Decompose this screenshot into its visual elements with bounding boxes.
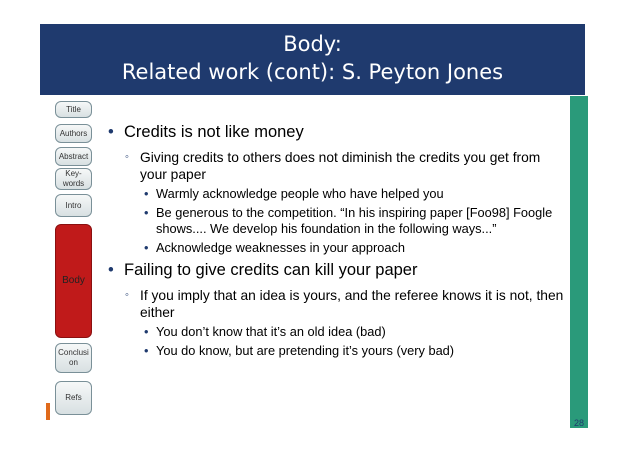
- accent-mark: [46, 403, 50, 420]
- nav-body-label: Body: [62, 275, 85, 286]
- nav-conclusion-label-2: on: [69, 358, 78, 367]
- nav-conclusion-label-1: Conclusi: [58, 348, 89, 357]
- nav-abstract[interactable]: [55, 147, 92, 166]
- nav-refs-label: Refs: [65, 393, 82, 402]
- nav-body[interactable]: [55, 224, 92, 338]
- item-old-idea: • You don’t know that it’s an old idea (bad): [142, 324, 566, 340]
- nav-intro[interactable]: [55, 194, 92, 217]
- accent-strip: [570, 96, 588, 428]
- nav-title[interactable]: [55, 101, 92, 118]
- nav-conclusion[interactable]: [55, 343, 92, 373]
- sub-bullet-imply-idea: ◦ If you imply that an idea is yours, and the referee knows it is not, then either: [122, 287, 566, 321]
- item-generous-competition: • Be generous to the competition. “In his inspiring paper [Foo98] Foogle shows.... We develop his foundation in the following ways...”: [142, 205, 566, 237]
- title-line-1: Body:: [283, 32, 342, 56]
- bullet-credits-not-money: • Credits is not like money: [106, 122, 566, 143]
- nav-abstract-label: Abstract: [58, 151, 89, 161]
- nav-authors[interactable]: [55, 124, 92, 143]
- nav-intro-label: Intro: [65, 200, 82, 210]
- nav-keywords-label-2: words: [62, 179, 85, 188]
- page-number: 28: [573, 418, 584, 428]
- nav-keywords[interactable]: [55, 168, 92, 190]
- bullet-failing-credits: • Failing to give credits can kill your paper: [106, 260, 566, 281]
- nav-refs[interactable]: [55, 381, 92, 415]
- nav-authors-label: Authors: [59, 128, 88, 138]
- sub-bullet-giving-credits: ◦ Giving credits to others does not diminish the credits you get from your paper: [122, 149, 566, 183]
- slide-title: [40, 30, 585, 86]
- title-line-2: Related work (cont): S. Peyton Jones: [121, 60, 504, 84]
- item-acknowledge-people: • Warmly acknowledge people who have helped you: [142, 186, 566, 202]
- nav-keywords-label-1: Key-: [65, 169, 82, 178]
- item-acknowledge-weaknesses: • Acknowledge weaknesses in your approach: [142, 240, 566, 256]
- slide-content: [106, 122, 566, 362]
- item-pretending: • You do know, but are pretending it’s yours (very bad): [142, 343, 566, 359]
- nav-title-label: Title: [66, 104, 81, 114]
